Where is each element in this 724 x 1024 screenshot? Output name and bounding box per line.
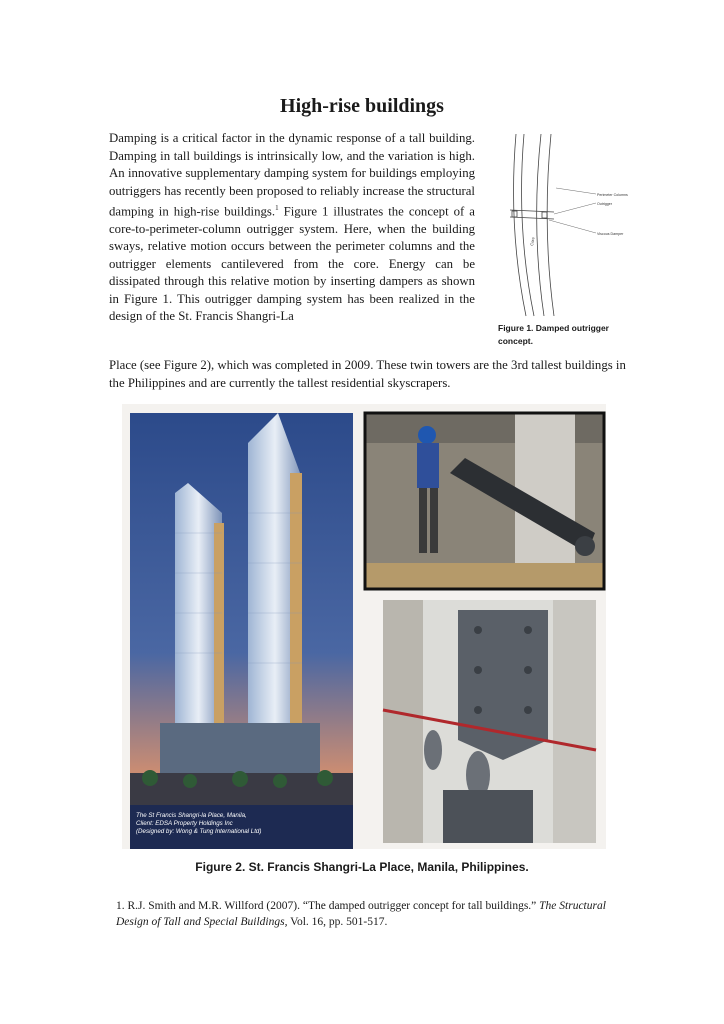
damper-installation-photo [365, 413, 604, 589]
credit-line: Client: EDSA Property Holdings Inc [136, 820, 233, 827]
footnote-volume: Vol. 16, pp. 501-517. [287, 916, 388, 928]
viscous-damper-right [542, 212, 547, 218]
image-credit [136, 812, 346, 836]
credit-line: The St Francis Shangri-la Place, Manila, [136, 812, 247, 819]
footnote-reference: 1. R.J. Smith and M.R. Willford (2007). “The damped outrigger concept for tall buildings.” [116, 900, 540, 912]
damper-connection-photo [383, 600, 596, 843]
perimeter-columns-label: Perimeter Columns [597, 193, 628, 197]
outrigger-label: Outrigger [597, 202, 612, 206]
paragraph-text-part2: Figure 1 illustrates the concept of a core-to-perimeter-column outrigger system. Here, when the building sways, relative motion occurs between the perimeter columns and the outrigger elements cantilevered from the core. Energy can be dissipated through this relative motion by inserting dampers as shown in Figure 1. This outrigger damping system has been realized in the design of the St. Francis Shangri-La [109, 204, 475, 324]
core-wall-line [537, 134, 544, 316]
footnote [116, 898, 616, 930]
tower-rendering-image [130, 413, 353, 849]
viscous-damper-left [512, 211, 517, 217]
perimeter-column-line [514, 134, 526, 316]
body-paragraph [109, 130, 475, 326]
podium-shape [160, 723, 320, 773]
figure2-caption: Figure 2. St. Francis Shangri-La Place, Manila, Philippines. [195, 860, 529, 874]
core-label: Core [529, 236, 536, 247]
paragraph-text-part1: Damping is a critical factor in the dynamic response of a tall building. Damping in tall buildings is intrinsically low, and the variation is high. An innovative supplementary damping system for buildings employing outriggers has recently been proposed to reliably increase the structural damping in high-rise buildings. [109, 131, 475, 219]
figure1-diagram [496, 128, 628, 318]
viscous-damper-label: Viscous Damper [597, 232, 624, 236]
credit-line: (Designed by: Wong & Tung International Ltd) [136, 828, 262, 835]
body-paragraph-continued: Place (see Figure 2), which was completed in 2009. These twin towers are the 3rd tallest buildings in the Philippines and are currently the tallest residential skyscrapers. [109, 358, 626, 390]
perimeter-column-line [522, 134, 534, 316]
footnote-journal: The Structural Design of Tall and Special Buildings, [116, 900, 606, 928]
page-title: High-rise buildings [280, 95, 444, 117]
figure1-caption: Figure 1. Damped outrigger concept. [498, 323, 609, 346]
core-wall-line [547, 134, 554, 316]
footnote-marker[interactable]: 1 [275, 204, 279, 212]
damper-cylinder [424, 730, 442, 770]
